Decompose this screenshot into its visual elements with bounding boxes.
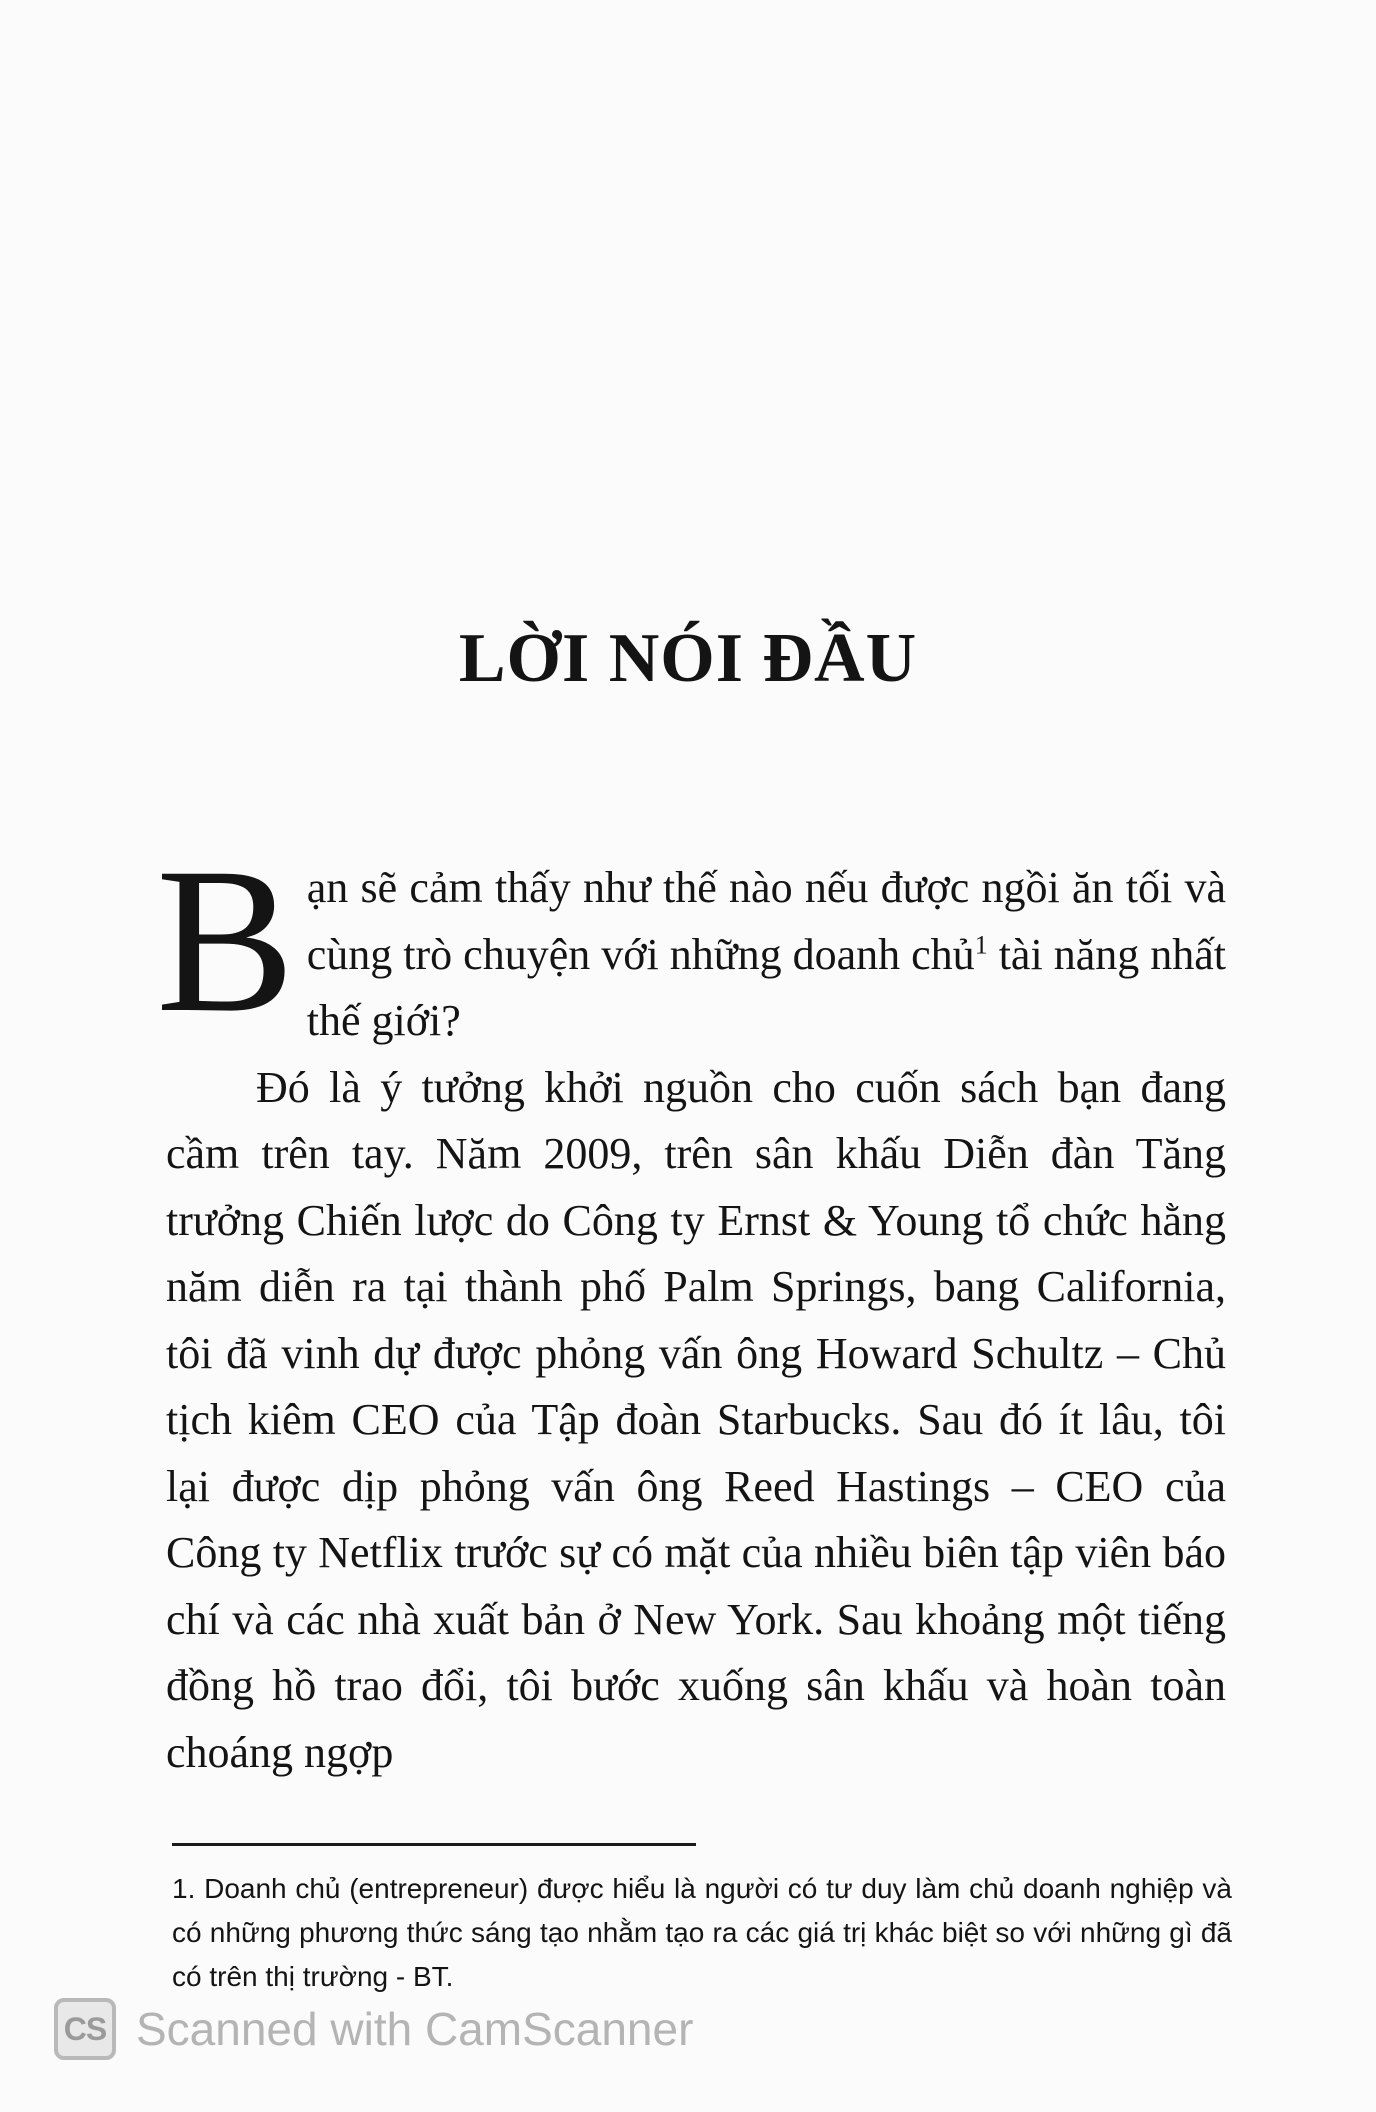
paragraph-1-tail: tài năng nhất thế giới? xyxy=(306,929,1226,1045)
body-text xyxy=(156,825,1226,1786)
footnote-ref: 1 xyxy=(974,929,988,959)
paragraph-2: Đó là ý tưởng khởi nguồn cho cuốn sách bạn đang cầm trên tay. Năm 2009, trên sân khấu Diễn đàn Tăng trưởng Chiến lược do Công ty Ernst & Young tổ chức hằng năm diễn ra tại thành phố Palm Springs, bang California, tôi đã vinh dự được phỏng vấn ông Howard Schultz – Chủ tịch kiêm CEO của Tập đoàn Starbucks. Sau đó ít lâu, tôi lại được dịp phỏng vấn ông Reed Hastings – CEO của Công ty Netflix trước sự có mặt của nhiều biên tập viên báo chí và các nhà xuất bản ở New York. Sau khoảng một tiếng đồng hồ trao đổi, tôi bước xuống sân khấu và hoàn toàn choáng ngợp xyxy=(166,1062,1226,1777)
page-title: LỜI NÓI ĐẦU xyxy=(458,620,918,697)
watermark-text: Scanned with CamScanner xyxy=(136,2003,694,2055)
paragraph-1-text: ạn sẽ cảm thấy như thế nào nếu được ngồi ăn tối và cùng trò chuyện với những doanh chủ xyxy=(306,863,1226,979)
drop-cap: B xyxy=(156,825,295,1055)
footnote-divider xyxy=(172,1843,696,1846)
footnote: 1. Doanh chủ (entrepreneur) được hiểu là người có tư duy làm chủ doanh nghiệp và có những phương thức sáng tạo nhằm tạo ra các giá trị khác biệt so với những gì đã có trên thị trường - BT. xyxy=(172,1873,1232,1992)
camscanner-watermark xyxy=(54,1997,693,2061)
camscanner-logo-icon: CS xyxy=(54,1998,116,2060)
paragraph-1 xyxy=(156,825,1226,1055)
